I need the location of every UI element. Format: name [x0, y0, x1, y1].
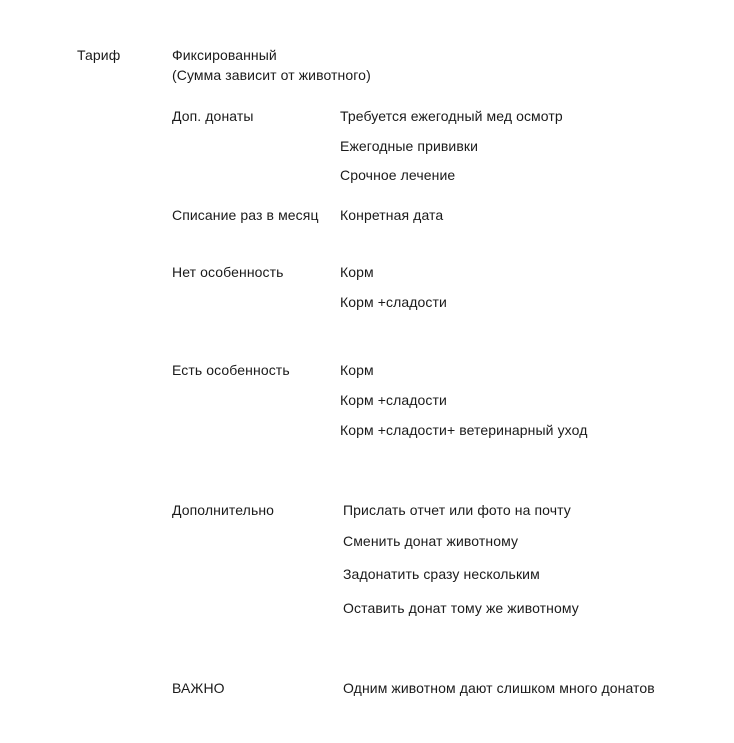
- additional-label: Дополнительно: [172, 502, 275, 518]
- important-item: Одним животном дают слишком много донатов: [343, 680, 655, 696]
- has-feature-item: Корм: [340, 362, 374, 378]
- no-feature-label: Нет особенность: [172, 264, 284, 280]
- no-feature-item: Корм: [340, 264, 374, 280]
- tariff-value: Фиксированный: [172, 47, 277, 63]
- tariff-label: Тариф: [77, 47, 121, 63]
- tariff-value-note: (Сумма зависит от животного): [172, 67, 371, 83]
- has-feature-item: Корм +сладости+ ветеринарный уход: [340, 422, 588, 438]
- additional-item: Задонатить сразу нескольким: [343, 566, 540, 582]
- additional-item: Оставить донат тому же животному: [343, 600, 579, 616]
- has-feature-item: Корм +сладости: [340, 392, 447, 408]
- additional-item: Сменить донат животному: [343, 533, 519, 549]
- monthly-charge-item: Конретная дата: [340, 207, 444, 223]
- important-label: ВАЖНО: [172, 680, 225, 696]
- extra-donations-label: Доп. донаты: [172, 108, 254, 124]
- extra-donations-item: Требуется ежегодный мед осмотр: [340, 108, 563, 124]
- no-feature-item: Корм +сладости: [340, 294, 447, 310]
- additional-item: Прислать отчет или фото на почту: [343, 502, 571, 518]
- has-feature-label: Есть особенность: [172, 362, 290, 378]
- extra-donations-item: Срочное лечение: [340, 167, 456, 183]
- extra-donations-item: Ежегодные прививки: [340, 138, 479, 154]
- monthly-charge-label: Списание раз в месяц: [172, 207, 319, 223]
